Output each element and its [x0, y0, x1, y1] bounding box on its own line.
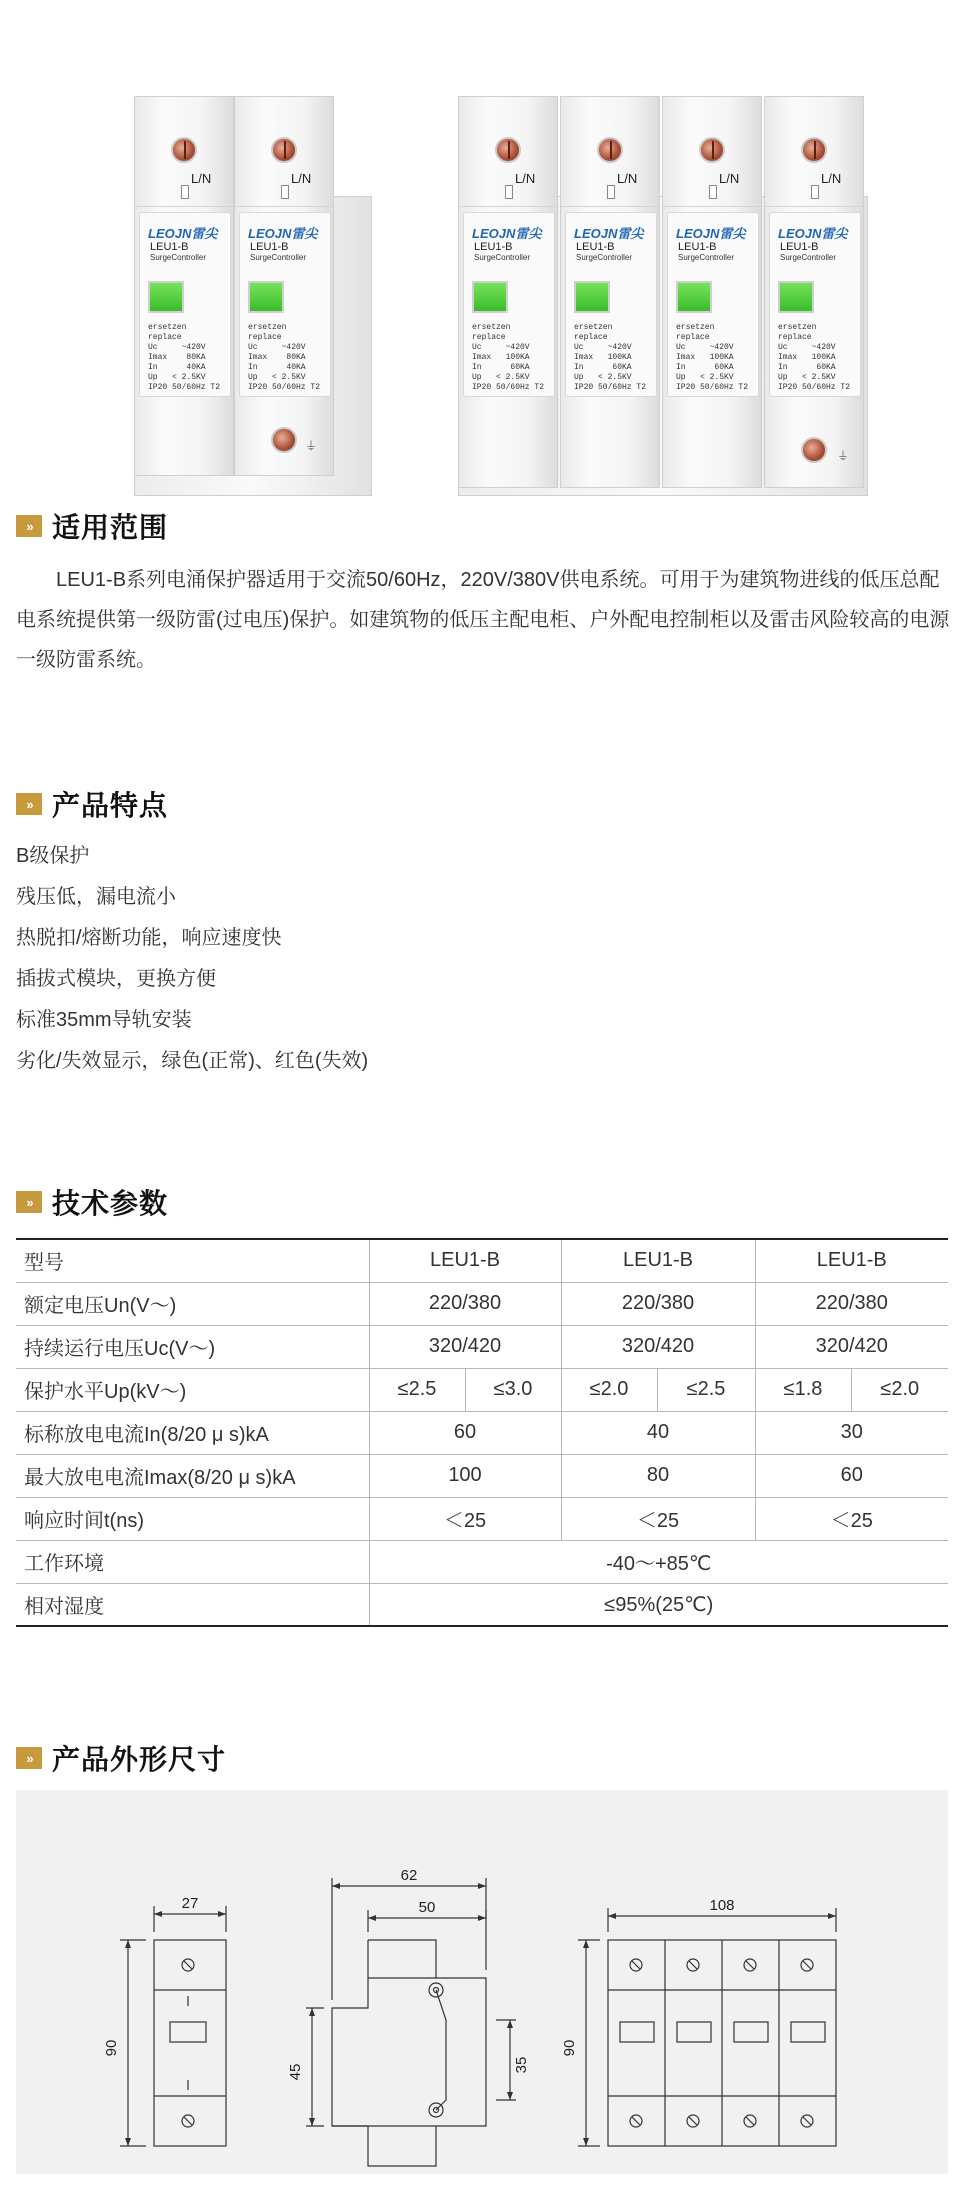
module-model: LEU1-B [678, 241, 717, 253]
status-window [574, 281, 610, 313]
table-cell: 220/380 [369, 1282, 561, 1325]
double-chevron-icon: » [16, 515, 42, 537]
double-chevron-icon: » [16, 1747, 42, 1769]
list-item: 插拔式模块，更换方便 [16, 968, 216, 990]
row-label: 保护水平Up(kV～) [16, 1368, 369, 1411]
section-title: 产品外形尺寸 [52, 1744, 227, 1775]
module [234, 96, 334, 476]
section-title: 适用范围 [52, 512, 169, 543]
terminal-screw-icon [699, 137, 725, 163]
section-dims-heading [16, 1740, 226, 1776]
dim-label: 90 [103, 2039, 120, 2057]
table-cell: 60 [369, 1411, 561, 1454]
list-item: 劣化/失效显示，绿色(正常)、红色(失效) [16, 1050, 369, 1072]
module-subtitle: SurgeController [576, 253, 633, 262]
brand-logo: LEOJN雷尖 [778, 226, 848, 241]
table-row [16, 1583, 948, 1626]
ground-screw-icon [801, 437, 827, 463]
dim-label: 62 [400, 1867, 418, 1884]
row-label: 型号 [16, 1239, 369, 1282]
list-item: 热脱扣/熔断功能，响应速度快 [16, 927, 282, 949]
table-cell: 100 [369, 1454, 561, 1497]
table-cell: ≤2.0 [561, 1368, 657, 1411]
dimension-drawing [16, 1790, 948, 2174]
dim-label: 108 [709, 1897, 735, 1914]
table-cell: 80 [561, 1454, 755, 1497]
dim-label: 90 [561, 2039, 578, 2057]
brand-logo: LEOJN雷尖 [248, 226, 318, 241]
module-subtitle: SurgeController [150, 253, 207, 262]
row-label: 工作环境 [16, 1540, 369, 1583]
table-cell: LEU1-B [561, 1239, 755, 1282]
dim-label: 50 [418, 1899, 436, 1916]
terminal-screw-icon [271, 137, 297, 163]
terminal-label: L/N [291, 171, 312, 186]
product-photo [0, 0, 970, 500]
table-cell: ≤2.5 [657, 1368, 755, 1411]
scope-paragraph: LEU1-B系列电涌保护器适用于交流50/60Hz，220V/380V供电系统。可用于为建筑物进线的低压总配电系统提供第一级防雷(过电压)保护。如建筑物的低压主配电柜、户外配电控制柜以及雷击风险较高的电源一级防雷系统。 [16, 569, 950, 671]
table-cell: ≤95%(25℃) [369, 1583, 948, 1626]
brand-logo: LEOJN雷尖 [676, 226, 746, 241]
module-specs: ersetzen replace Uc ~420V Imax 100KA In 60KA Up < 2.5KV IP20 50/60Hz T2 [676, 323, 749, 392]
ground-screw-icon [271, 427, 297, 453]
table-cell: ≤2.5 [369, 1368, 465, 1411]
table-row [16, 1282, 948, 1325]
table-row [16, 1368, 948, 1411]
status-window [778, 281, 814, 313]
module-subtitle: SurgeController [678, 253, 735, 262]
module-specs: ersetzen replace Uc ~420V Imax 100KA In 60KA Up < 2.5KV IP20 50/60Hz T2 [472, 323, 545, 392]
brand-logo: LEOJN雷尖 [472, 226, 542, 241]
table-row [16, 1411, 948, 1454]
dim-label: 45 [287, 2063, 304, 2081]
table-cell: 40 [561, 1411, 755, 1454]
dimension-drawing-svg [16, 1790, 948, 2174]
module [458, 96, 558, 488]
module-specs: ersetzen replace Uc ~420V Imax 100KA In 60KA Up < 2.5KV IP20 50/60Hz T2 [778, 323, 851, 392]
terminal-screw-icon [597, 137, 623, 163]
table-cell: 30 [755, 1411, 948, 1454]
table-row [16, 1497, 948, 1540]
table-cell: 320/420 [755, 1325, 948, 1368]
module [560, 96, 660, 488]
module [134, 96, 234, 476]
terminal-label: L/N [617, 171, 638, 186]
module-model: LEU1-B [150, 241, 189, 253]
row-label: 标称放电电流In(8/20 μ s)kA [16, 1411, 369, 1454]
side-view [332, 1940, 486, 2166]
module-model: LEU1-B [780, 241, 819, 253]
brand-logo: LEOJN雷尖 [148, 226, 218, 241]
module-specs: ersetzen replace Uc ~420V Imax 80KA In 40KA Up < 2.5KV IP20 50/60Hz T2 [248, 323, 321, 392]
table-row [16, 1239, 948, 1282]
module-model: LEU1-B [250, 241, 289, 253]
module [764, 96, 864, 488]
table-cell: ≤2.0 [851, 1368, 948, 1411]
table-cell: 220/380 [561, 1282, 755, 1325]
row-label: 相对湿度 [16, 1583, 369, 1626]
terminal-label: L/N [191, 171, 212, 186]
row-label: 最大放电电流Imax(8/20 μ s)kA [16, 1454, 369, 1497]
table-cell: 320/420 [561, 1325, 755, 1368]
table-cell: ＜25 [755, 1497, 948, 1540]
terminal-label: L/N [515, 171, 536, 186]
table-row [16, 1454, 948, 1497]
module-specs: ersetzen replace Uc ~420V Imax 80KA In 40KA Up < 2.5KV IP20 50/60Hz T2 [148, 323, 221, 392]
module-subtitle: SurgeController [250, 253, 307, 262]
list-item: 残压低，漏电流小 [16, 886, 176, 908]
status-window [676, 281, 712, 313]
section-params-heading [16, 1184, 168, 1220]
double-chevron-icon: » [16, 793, 42, 815]
table-cell: LEU1-B [369, 1239, 561, 1282]
section-title: 产品特点 [52, 790, 169, 821]
brand-logo: LEOJN雷尖 [574, 226, 644, 241]
list-item: B级保护 [16, 845, 90, 867]
ground-icon: ⏚ [837, 449, 850, 463]
list-item: 标准35mm导轨安装 [16, 1009, 192, 1031]
table-cell: -40～+85℃ [369, 1540, 948, 1583]
status-window [248, 281, 284, 313]
section-title: 技术参数 [52, 1188, 169, 1219]
table-row [16, 1540, 948, 1583]
terminal-screw-icon [171, 137, 197, 163]
table-cell: 320/420 [369, 1325, 561, 1368]
ground-icon: ⏚ [305, 439, 318, 453]
table-cell: ＜25 [369, 1497, 561, 1540]
terminal-label: L/N [821, 171, 842, 186]
feature-list [16, 836, 916, 1082]
section-scope-heading [16, 508, 168, 544]
module-model: LEU1-B [474, 241, 513, 253]
table-cell: ≤1.8 [755, 1368, 851, 1411]
module [662, 96, 762, 488]
module-subtitle: SurgeController [780, 253, 837, 262]
table-cell: 60 [755, 1454, 948, 1497]
terminal-label: L/N [719, 171, 740, 186]
dim-label: 35 [513, 2056, 530, 2074]
row-label: 持续运行电压Uc(V～) [16, 1325, 369, 1368]
double-chevron-icon: » [16, 1191, 42, 1213]
module-subtitle: SurgeController [474, 253, 531, 262]
row-label: 响应时间t(ns) [16, 1497, 369, 1540]
table-cell: ＜25 [561, 1497, 755, 1540]
status-window [472, 281, 508, 313]
terminal-screw-icon [801, 137, 827, 163]
spec-table [16, 1238, 948, 1627]
table-row [16, 1325, 948, 1368]
row-label: 额定电压Un(V～) [16, 1282, 369, 1325]
dim-label: 27 [181, 1895, 199, 1912]
table-cell: ≤3.0 [465, 1368, 561, 1411]
terminal-screw-icon [495, 137, 521, 163]
table-cell: 220/380 [755, 1282, 948, 1325]
status-window [148, 281, 184, 313]
module-model: LEU1-B [576, 241, 615, 253]
table-cell: LEU1-B [755, 1239, 948, 1282]
section-features-heading [16, 786, 168, 822]
module-specs: ersetzen replace Uc ~420V Imax 100KA In 60KA Up < 2.5KV IP20 50/60Hz T2 [574, 323, 647, 392]
